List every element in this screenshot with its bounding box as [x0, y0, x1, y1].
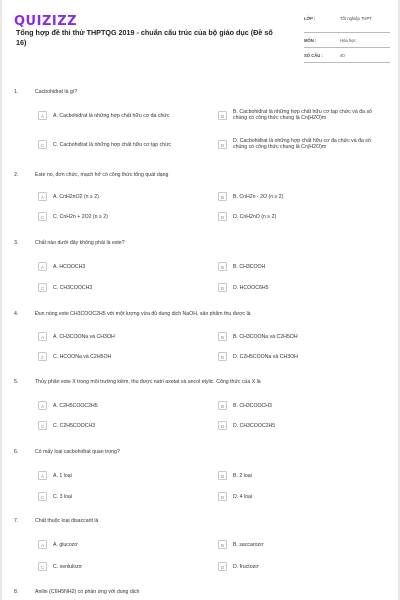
worksheet-page — [2, 0, 398, 600]
option-text: C. CH3COOCH3 — [53, 284, 93, 291]
meta-row-count — [304, 48, 390, 63]
option-text: D. 4 loại — [233, 493, 253, 500]
option-text: D. Cacbohiđrat là những hợp chất hữu cơ đa chức và đa số chúng có công thức chung là Cn(H2O)m — [233, 138, 371, 151]
option-letter-badge: C — [38, 421, 47, 430]
option-letter-badge: C — [38, 212, 47, 221]
meta-key: SỐ CÂU : — [304, 53, 323, 58]
option-text: C. 3 loại — [53, 493, 73, 500]
option-letter-badge: D — [218, 492, 227, 501]
worksheet-header — [2, 0, 398, 80]
question-text: Cacbohiđrat là gì? — [35, 89, 78, 95]
meta-value: 40 — [340, 53, 345, 58]
option-letter-badge: B — [218, 540, 227, 549]
option-letter-badge: D — [218, 140, 227, 149]
option-letter-badge: D — [218, 562, 227, 571]
option-letter-badge: C — [38, 562, 47, 571]
question-text: Chất nào dưới đây không phải là este? — [35, 240, 125, 246]
option-text: D. C2H5COONa và CH3OH — [233, 353, 298, 360]
option-text: A. CH3COONa và CH3OH — [53, 333, 115, 340]
option-text: A. 1 loại — [53, 472, 72, 479]
option-letter-badge: A — [38, 192, 47, 201]
option-text: B. CH3COONa và C2H5OH — [233, 333, 298, 340]
question-number: 4. — [14, 311, 19, 317]
question-number: 2. — [14, 172, 19, 178]
meta-value: Hóa học — [340, 38, 356, 43]
option-letter-badge: A — [38, 262, 47, 271]
option-letter-badge: C — [38, 283, 47, 292]
option-text: B. CnH2n - 2O (n ≥ 2) — [233, 193, 284, 200]
question-text: Thủy phân este X trong môi trường kiềm, thu được natri axetat và ancol etylic. Công thức của X là — [35, 379, 261, 385]
option-letter-badge: B — [218, 262, 227, 271]
option-text: D. fructozơ — [233, 563, 259, 570]
meta-value: Tốt nghiệp THPT — [340, 16, 372, 21]
question-text: Có mấy loại cacbohiđrat quan trọng? — [35, 449, 120, 455]
option-text: C. xenlulozơ — [53, 563, 83, 570]
option-letter-badge: C — [38, 492, 47, 501]
option-letter-badge: B — [218, 401, 227, 410]
option-letter-badge: C — [38, 352, 47, 361]
option-letter-badge: A — [38, 111, 47, 120]
meta-key: LỚP : — [304, 16, 316, 21]
option-letter-badge: D — [218, 421, 227, 430]
option-text: C. C2H5COOCH3 — [53, 422, 96, 429]
question-text: Chất thuộc loại disaccarit là — [35, 518, 99, 524]
question-number: 8. — [14, 589, 19, 595]
question-text: Este no, đơn chức, mạch hở có công thức tổng quát dạng — [35, 172, 169, 178]
meta-row-subject — [304, 33, 390, 48]
question-number: 7. — [14, 518, 19, 524]
option-text: D. CnH2nO (n ≥ 2) — [233, 213, 277, 220]
question-number: 5. — [14, 379, 19, 385]
option-text: C. HCOONa và C2H5OH — [53, 353, 112, 360]
question-number: 3. — [14, 240, 19, 246]
option-text: B. Cacbohiđrat là những hợp chất hữu cơ tạp chức và đa số chúng có công thức chung là Cn(H2O)m — [233, 109, 372, 122]
question-number: 6. — [14, 449, 19, 455]
meta-block — [304, 14, 390, 63]
worksheet-title: Tổng hợp đề thi thử THPTQG 2019 - chuẩn cấu trúc của bộ giáo dục (Đề số 16) — [16, 28, 273, 47]
option-text: A. HCOOCH3 — [53, 263, 86, 270]
option-text: B. CH3COOH — [233, 263, 266, 270]
option-text: D. CH3COOC2H5 — [233, 422, 276, 429]
option-text: B. CH3COOCH3 — [233, 402, 272, 409]
option-letter-badge: B — [218, 332, 227, 341]
meta-row-class — [304, 14, 390, 33]
option-letter-badge: D — [218, 212, 227, 221]
option-letter-badge: B — [218, 111, 227, 120]
meta-key: MÔN : — [304, 38, 317, 43]
question-number: 1. — [14, 89, 19, 95]
option-letter-badge: D — [218, 352, 227, 361]
option-text: A. C2H5COOC2H5 — [53, 402, 98, 409]
option-letter-badge: C — [38, 140, 47, 149]
option-text: A. CnH2nO2 (n ≥ 2) — [53, 193, 99, 200]
option-letter-badge: D — [218, 283, 227, 292]
option-letter-badge: B — [218, 471, 227, 480]
option-letter-badge: A — [38, 332, 47, 341]
option-text: B. 2 loại — [233, 472, 252, 479]
question-text: Đun nóng este CH3COOC2H5 với một lượng vừa đủ dung dịch NaOH, sản phẩm thu được là — [35, 311, 251, 317]
question-text: Anilin (C6H5NH2) có phản ứng với dung dịch — [35, 589, 140, 595]
option-text: A. glucozơ — [53, 541, 78, 548]
option-letter-badge: A — [38, 540, 47, 549]
option-letter-badge: B — [218, 192, 227, 201]
option-text: C. CnH2n + 2O2 (n ≥ 2) — [53, 213, 108, 220]
option-text: A. Cacbohiđrat là những hợp chất hữu cơ đa chức — [53, 112, 170, 119]
option-letter-badge: A — [38, 401, 47, 410]
option-letter-badge: A — [38, 471, 47, 480]
quizizz-logo: QUIZIZZ — [14, 14, 78, 29]
option-text: D. HCOOC6H5 — [233, 284, 269, 291]
option-text: C. Cacbohiđrat là những hợp chất hữu cơ tạp chức — [53, 141, 172, 148]
option-text: B. saccarozơ — [233, 541, 264, 548]
